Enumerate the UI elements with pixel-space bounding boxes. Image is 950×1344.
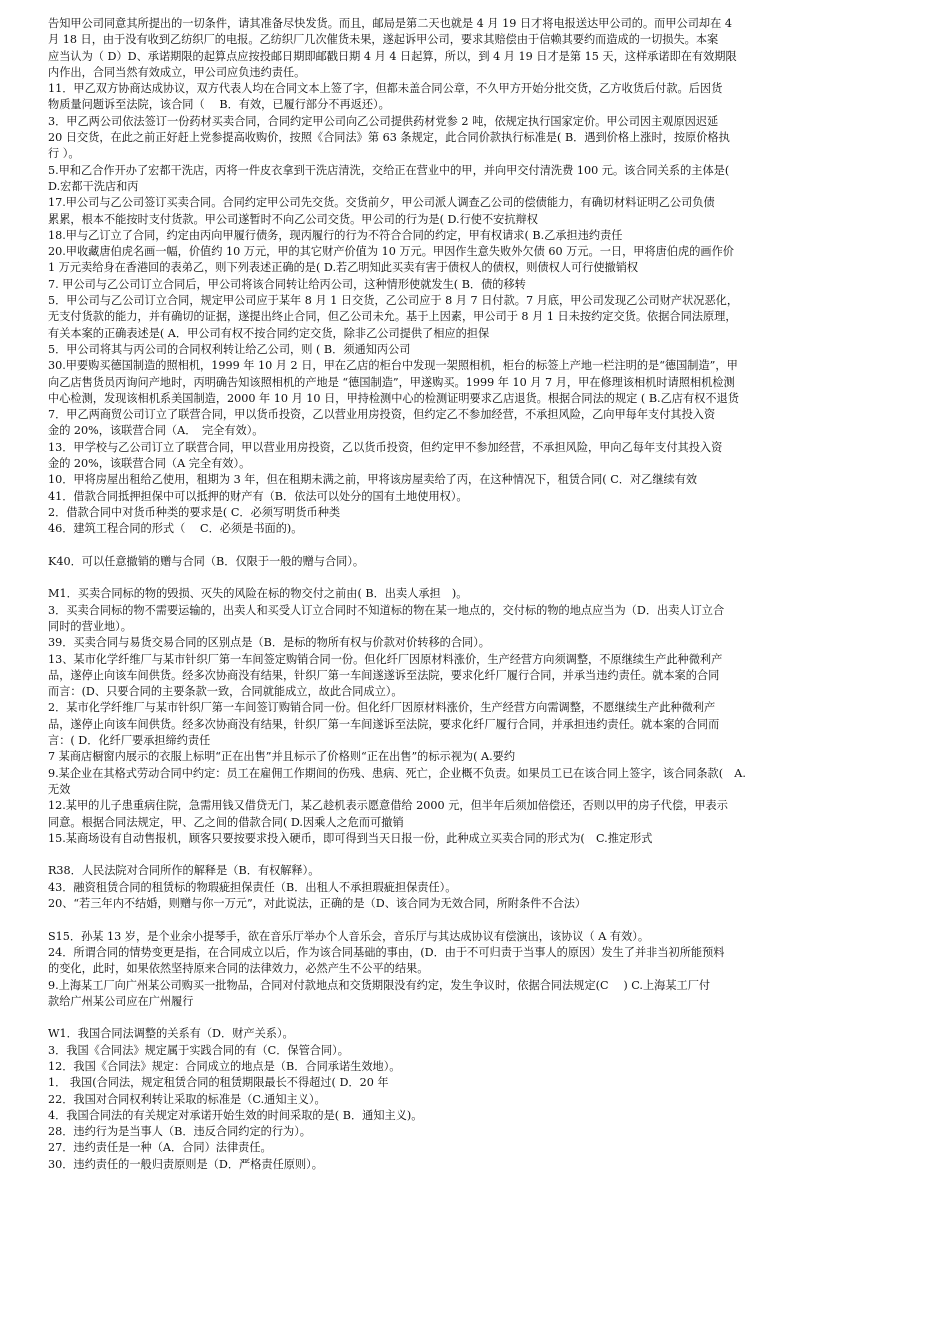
text-line: 5.甲和乙合作开办了宏都干洗店，丙将一件皮衣拿到干洗店清洗，交给正在营业中的甲，并向甲交付清洗费 100 元。该合同关系的主体是( xyxy=(48,163,730,177)
text-line: 30．违约责任的一般归责原则是（D．严格责任原则）。 xyxy=(48,1157,323,1171)
text-line: 22．我国对合同权利转让采取的标准是（C.通知主义）。 xyxy=(48,1092,326,1106)
text-line: 品，遂停止向该车间供货。经多次协商没有结果，针织厂第一车间遂遂诉至法院，要求化纤厂履行合同，并承当违约责任。就本案的合同 xyxy=(48,668,720,682)
section-gap xyxy=(48,570,932,586)
text-line: 7 某商店橱窗内展示的衣服上标明“正在出售”并且标示了价格则“正在出售”的标示视为( A.要约 xyxy=(48,750,516,764)
text-line: 4．我国合同法的有关规定对承诺开始生效的时间采取的是( B．通知主义)。 xyxy=(48,1108,423,1122)
text-line: 同意。根据合同法规定，甲、乙之间的借款合同( D.因乘人之危而可撤销 xyxy=(48,815,404,829)
text-line: K40．可以任意撤销的赠与合同（B．仅限于一般的赠与合同）。 xyxy=(48,554,365,568)
text-line: 而言：(D、只要合同的主要条款一致，合同就能成立，故此合同成立）。 xyxy=(48,685,403,699)
text-line: 有关本案的正确表述是( A．甲公司有权不按合同约定交货，除非乙公司提供了相应的担保 xyxy=(48,326,490,340)
section-gap xyxy=(48,1010,932,1026)
text-line: 20.甲收藏唐伯虎名画一幅，价值约 10 万元，甲的其它财产价值为 10 万元。甲因作生意失败外欠债 60 万元。一日，甲将唐伯虎的画作价 xyxy=(48,245,734,259)
text-line: 12．我国《合同法》规定：合同成立的地点是（B．合同承诺生效地）。 xyxy=(48,1060,401,1073)
section-gap xyxy=(48,912,932,928)
text-line: 无支付货款的能力，并有确切的证据，遂提出终止合同，但乙公司未允。基于上因素，甲公司于 8 月 1 日未按约定交货。依据合同法原理， xyxy=(48,310,737,324)
text-line: S15．孙某 13 岁，是个业余小提琴手，欲在音乐厅举办个人音乐会，音乐厅与其达成协议有偿演出，该协议（ A 有效）。 xyxy=(48,929,650,943)
text-line: 13．甲学校与乙公司订立了联营合同，甲以营业用房投资，乙以货币投资，但约定甲不参加经营，不承担风险，甲向乙每年支付其投入资 xyxy=(48,440,723,454)
text-line: D.宏都干洗店和丙 xyxy=(48,179,139,193)
text-line: R38．人民法院对合同所作的解释是（B．有权解释）。 xyxy=(48,864,320,878)
section-gap xyxy=(48,847,932,863)
text-line: 1． 我国(合同法，规定租赁合同的租赁期限最长不得超过( D．20 年 xyxy=(48,1076,389,1090)
text-line: 12.某甲的儿子患重病住院，急需用钱又借贷无门，某乙趁机表示愿意借给 2000 元，但半年后须加倍偿还，否则以甲的房子代偿，甲表示 xyxy=(48,799,728,813)
text-line: 金的 20%，该联营合同（A 完全有效）。 xyxy=(48,457,251,471)
text-line: 24．所谓合同的情势变更是指，在合同成立以后，作为该合同基础的事由，(D．由于不可归责于当事人的原因）发生了并非当初所能预料 xyxy=(48,945,725,959)
text-line: 41．借款合同抵押担保中可以抵押的财产有（B．依法可以处分的国有土地使用权）。 xyxy=(48,489,468,503)
text-line: 品，遂停止向该车间供货。经多次协商没有结果，针织厂第一车间遂诉至法院，要求化纤厂履行合同，并承担违约责任。就本案的合同而 xyxy=(48,717,720,731)
text-line: 3．甲乙两公司依法签订一份药材买卖合同，合同约定甲公司向乙公司提供药材党参 2 吨，依规定执行国家定价。甲公司因主观原因迟延 xyxy=(48,114,719,128)
text-line: 43．融资租赁合同的租赁标的物瑕疵担保责任（B．出租人不承担瑕疵担保责任）。 xyxy=(48,880,457,894)
text-line: 同时的营业地）。 xyxy=(48,619,132,633)
text-line: 款给广州某公司应在广州履行 xyxy=(48,994,194,1008)
text-line: 13、某市化学纤维厂与某市针织厂第一车间签定购销合同一份。但化纤厂因原材料涨价，生产经营方向须调整，不原继续生产此种微利产 xyxy=(48,652,723,666)
text-line: 30.甲要购买德国制造的照相机，1999 年 10 月 2 日，甲在乙店的柜台中发现一架照相机，柜台的标签上产地一栏注明的是“德国制造”，甲 xyxy=(48,359,738,373)
text-line: 11．甲乙双方协商达成协议，双方代表人均在合同文本上签了字，但都未盖合同公章，不久甲方开始分批交货，乙方收货后付款。后因货 xyxy=(48,82,723,96)
text-line: 46．建筑工程合同的形式（ C．必须是书面的)。 xyxy=(48,522,303,536)
text-line: 7. 甲公司与乙公司订立合同后，甲公司将该合同转让给丙公司，这种情形使就发生( B．债的移转 xyxy=(48,277,526,291)
text-line: 5．甲公司与乙公司订立合同，规定甲公司应于某年 8 月 1 日交货，乙公司应于 8 月 7 日付款。7 月底，甲公司发现乙公司财产状况恶化， xyxy=(48,294,739,308)
text-line: 内作出，合同当然有效成立，甲公司应负违约责任。 xyxy=(48,65,306,79)
text-line: 5．甲公司将其与丙公司的合同权利转让给乙公司，则 ( B．须通知丙公司 xyxy=(48,342,411,356)
text-line: 无效 xyxy=(48,782,71,796)
text-line: 17.甲公司与乙公司签订买卖合同。合同约定甲公司先交货。交货前夕，甲公司派人调查乙公司的偿债能力，有确切材料证明乙公司负债 xyxy=(48,196,715,210)
text-line: 20、“若三年内不结婚，则赠与你一万元”，对此说法，正确的是（D、该合同为无效合同，所附条件不合法） xyxy=(48,897,587,911)
text-line: 告知甲公司同意其所提出的一切条件，请其准备尽快发货。而且，邮局是第二天也就是 4 月 19 日才将电报送达甲公司的。而甲公司却在 4 xyxy=(48,17,732,30)
text-line: 9.上海某工厂向广州某公司购买一批物品，合同对付款地点和交货期限没有约定，发生争议时，依据合同法规定(C ) C.上海某工厂付 xyxy=(48,978,711,992)
section-gap xyxy=(48,538,932,554)
text-line: 物质量问题诉至法院，该合同（ B．有效，已履行部分不再返还）。 xyxy=(48,98,390,112)
text-line: 15.某商场设有自动售报机，顾客只要按要求投入硬币，即可得到当天日报一份，此种成立买卖合同的形式为( C.推定形式 xyxy=(48,831,653,845)
text-line: 3．我国《合同法》规定属于实践合同的有（C．保管合同）。 xyxy=(48,1043,349,1057)
text-line: 行 ）。 xyxy=(48,147,80,161)
text-line: 3．买卖合同标的物不需要运输的，出卖人和买受人订立合同时不知道标的物在某一地点的，交付标的物的地点应当为（D．出卖人订立合 xyxy=(48,603,725,617)
text-line: W1．我国合同法调整的关系有（D．财产关系）。 xyxy=(48,1027,294,1041)
text-line: 18.甲与乙订立了合同，约定由丙向甲履行债务，现丙履行的行为不符合合同的约定，甲有权请求( B.乙承担违约责任 xyxy=(48,228,623,242)
text-line: 28．违约行为是当事人（B．违反合同约定的行为）。 xyxy=(48,1125,311,1139)
text-line: 1 万元卖给身在香港回的表弟乙，则下列表述正确的是( D.若乙明知此买卖有害于债权人的债权，则债权人可行使撤销权 xyxy=(48,261,639,275)
text-line: 9.某企业在其格式劳动合同中约定：员工在雇佣工作期间的伤残、患病、死亡，企业概不负责。如果员工已在该合同上签字，该合同条款( A. xyxy=(48,766,746,780)
text-line: 的变化，此时，如果依然坚持原来合同的法律效力，必然产生不公平的结果。 xyxy=(48,962,429,976)
text-line: 言：( D．化纤厂要承担缔约责任 xyxy=(48,734,211,748)
text-line: 10．甲将房屋出租给乙使用，租期为 3 年，但在租期未满之前，甲将该房屋卖给了丙，在这种情况下，租赁合同( C．对乙继续有效 xyxy=(48,473,698,487)
text-line: 27．违约责任是一种（A．合同）法律责任。 xyxy=(48,1141,272,1155)
text-line: M1．买卖合同标的物的毁损、灭失的风险在标的物交付之前由( B．出卖人承担 )。 xyxy=(48,587,468,601)
text-line: 累累，根本不能按时支付货款。甲公司遂暂时不向乙公司交货。甲公司的行为是( D.行使不安抗辩权 xyxy=(48,212,538,226)
text-line: 中心检测，发现该相机系美国制造，2000 年 10 月 10 日，甲持检测中心的检测证明要求乙店退货。根据合同法的规定 ( B.乙店有权不退货 xyxy=(48,391,739,405)
text-line: 向乙店售货员丙询问产地时，丙明确告知该照相机的产地是 “德国制造”，甲遂购买。1999 年 10 月 7 月，甲在修理该相机时请照相机检测 xyxy=(48,375,735,389)
text-line: 金的 20%，该联营合同（A． 完全有效）。 xyxy=(48,424,264,438)
text-line: 20 日交货，在此之前正好赶上党参提高收购价，按照《合同法》第 63 条规定，此合同价款执行标准是( B．遇到价格上涨时，按原价格执 xyxy=(48,131,730,145)
text-line: 39．买卖合同与易货交易合同的区别点是（B．是标的物所有权与价款对价转移的合同）。 xyxy=(48,636,490,650)
text-line: 7．甲乙两商贸公司订立了联营合同，甲以货币投资，乙以营业用房投资，但约定乙不参加经营，不承担风险，乙向甲每年支付其投入资 xyxy=(48,408,716,422)
text-line: 月 18 日，由于没有收到乙纺织厂的电报。乙纺织厂几次催货未果，遂起诉甲公司，要求其赔偿由于信赖其要约而造成的一切损失。本案 xyxy=(48,33,719,47)
text-line: 2．借款合同中对货币种类的要求是( C．必须写明货币种类 xyxy=(48,505,341,519)
text-line: 2．某市化学纤维厂与某市针织厂第一车间签订购销合同一份。但化纤厂因原材料涨价，生产经营方向需调整，不愿继续生产此种微利产 xyxy=(48,701,716,715)
text-line: 应当认为（ D）D、承诺期限的起算点应按投邮日期即邮戳日期 4 月 4 日起算，所以，到 4 月 19 日才是第 15 天，这样承诺即在有效期限 xyxy=(48,49,737,63)
